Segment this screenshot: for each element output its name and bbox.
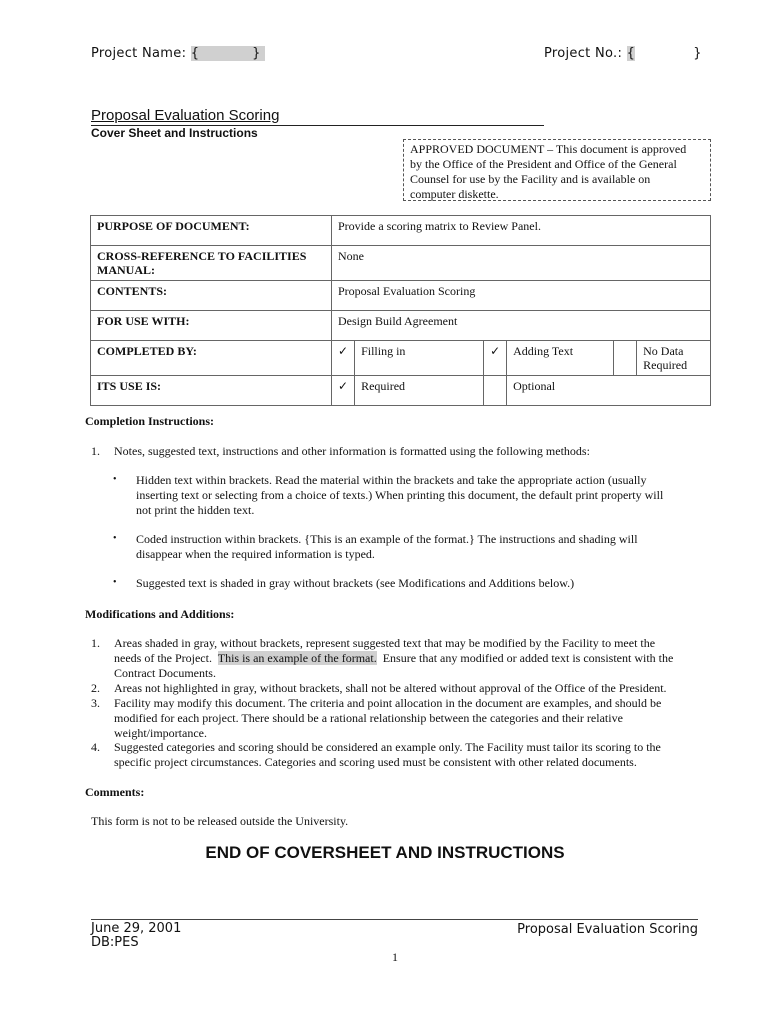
table-row [91, 216, 711, 246]
approved-line: Counsel for use by the Facility and is available on [410, 172, 651, 186]
table-row [91, 281, 711, 311]
crossref-label-line: CROSS-REFERENCE TO FACILITIES [97, 249, 307, 263]
table-row [91, 311, 711, 341]
table-row [91, 376, 711, 406]
check-optional[interactable] [484, 376, 507, 406]
completion-item-number: 1. [91, 444, 100, 458]
bullet-line: inserting text or selecting from a choice of texts.) When printing this document, the default print property will [136, 488, 664, 502]
optional-label: Optional [507, 376, 711, 406]
mod-line [114, 651, 673, 666]
contents-label: CONTENTS: [91, 281, 332, 311]
purpose-label: PURPOSE OF DOCUMENT: [91, 216, 332, 246]
bullet-line: Hidden text within brackets. Read the material within the brackets and take the appropriate action (usually [136, 473, 647, 487]
mod-line: modified for each project. There should be a rational relationship between the categories and their relative [114, 711, 623, 725]
bullet-icon: • [113, 577, 117, 588]
comments-text: This form is not to be released outside the University. [91, 814, 349, 828]
approved-line: APPROVED DOCUMENT – This document is approved [410, 142, 687, 156]
document-title [91, 107, 544, 126]
no-data-line: No Data [643, 344, 684, 358]
footer-date: June 29, 2001 [91, 921, 182, 936]
gray-example-text: This is an example of the format. [217, 651, 377, 665]
contents-value: Proposal Evaluation Scoring [332, 281, 711, 311]
mod-item-1 [114, 636, 673, 681]
mod-text: Ensure that any modified or added text is consistent with the [376, 651, 674, 665]
project-name-label: Project Name: [91, 46, 187, 61]
table-row [91, 246, 711, 281]
crossref-label-line: MANUAL: [97, 263, 155, 277]
end-title: END OF COVERSHEET AND INSTRUCTIONS [205, 843, 565, 862]
footer-code: DB:PES [91, 935, 139, 950]
bullet-icon: • [113, 533, 117, 544]
check-no-data[interactable] [614, 341, 637, 376]
bullet-line: not print the hidden text. [136, 503, 255, 517]
bullet-item [136, 576, 574, 591]
open-brace: { [190, 46, 200, 61]
required-label: Required [355, 376, 484, 406]
bullet-line: Suggested text is shaded in gray without brackets (see Modifications and Additions below.) [136, 576, 575, 590]
footer-doc-title: Proposal Evaluation Scoring [517, 922, 698, 937]
completion-item-text: Notes, suggested text, instructions and other information is formatted using the following methods: [114, 444, 590, 458]
check-filling-in[interactable]: ✓ [332, 341, 355, 376]
project-name-field [91, 46, 265, 61]
its-use-label: ITS USE IS: [91, 376, 332, 406]
no-data-label [637, 341, 711, 376]
approved-line: by the Office of the President and Office of the General [410, 157, 677, 171]
crossref-value: None [332, 246, 711, 281]
document-info-table [90, 215, 711, 406]
bullet-line: disappear when the required information is typed. [136, 547, 375, 561]
mod-line: weight/importance. [114, 726, 207, 740]
mod-text: needs of the Project. [114, 651, 218, 665]
table-row [91, 341, 711, 376]
footer-left [91, 922, 181, 950]
crossref-label [91, 246, 332, 281]
approved-document-notice [403, 139, 711, 201]
mod-item-number: 2. [91, 681, 100, 695]
project-no-label: Project No.: [544, 46, 623, 61]
mod-line: specific project circumstances. Categories and scoring used must be consistent with other related documents. [114, 755, 637, 769]
mod-line: Contract Documents. [114, 666, 216, 680]
completed-by-label: COMPLETED BY: [91, 341, 332, 376]
mod-item-number: 1. [91, 636, 100, 650]
close-brace: } [252, 46, 261, 61]
project-no-close-brace: } [693, 46, 702, 61]
mod-item-3 [114, 696, 661, 741]
check-adding-text[interactable]: ✓ [484, 341, 507, 376]
bullet-item [136, 473, 663, 518]
purpose-value: Provide a scoring matrix to Review Panel. [332, 216, 711, 246]
footer-divider [91, 919, 698, 920]
page-number: 1 [392, 950, 398, 964]
document-title-text: Proposal Evaluation Scoring [91, 107, 280, 124]
project-no-field [544, 46, 702, 61]
no-data-line: Required [643, 358, 688, 372]
approved-line: computer diskette. [410, 187, 499, 201]
adding-text-label: Adding Text [507, 341, 614, 376]
document-subtitle: Cover Sheet and Instructions [91, 126, 258, 140]
mod-item-2: Areas not highlighted in gray, without brackets, shall not be altered without approval of the Office of the President. [114, 681, 667, 695]
bullet-icon: • [113, 474, 117, 485]
mod-item-number: 3. [91, 696, 100, 710]
mod-line: Facility may modify this document. The criteria and point allocation in the document are examples, and should be [114, 696, 662, 710]
mod-item-4 [114, 740, 661, 770]
mod-line: Areas shaded in gray, without brackets, represent suggested text that may be modified by the Facility to meet the [114, 636, 656, 650]
project-name-placeholder[interactable] [191, 46, 265, 61]
project-no-open-brace[interactable]: { [626, 46, 636, 61]
comments-heading: Comments: [85, 785, 145, 799]
modifications-heading: Modifications and Additions: [85, 607, 235, 621]
check-required[interactable]: ✓ [332, 376, 355, 406]
mod-item-number: 4. [91, 740, 100, 754]
foruse-value: Design Build Agreement [332, 311, 711, 341]
bullet-item [136, 532, 638, 562]
bullet-line: Coded instruction within brackets. {This is an example of the format.} The instructions and shading will [136, 532, 638, 546]
completion-heading: Completion Instructions: [85, 414, 215, 428]
filling-in-label: Filling in [355, 341, 484, 376]
foruse-label: FOR USE WITH: [91, 311, 332, 341]
mod-line: Suggested categories and scoring should be considered an example only. The Facility must tailor its scoring to the [114, 740, 661, 754]
